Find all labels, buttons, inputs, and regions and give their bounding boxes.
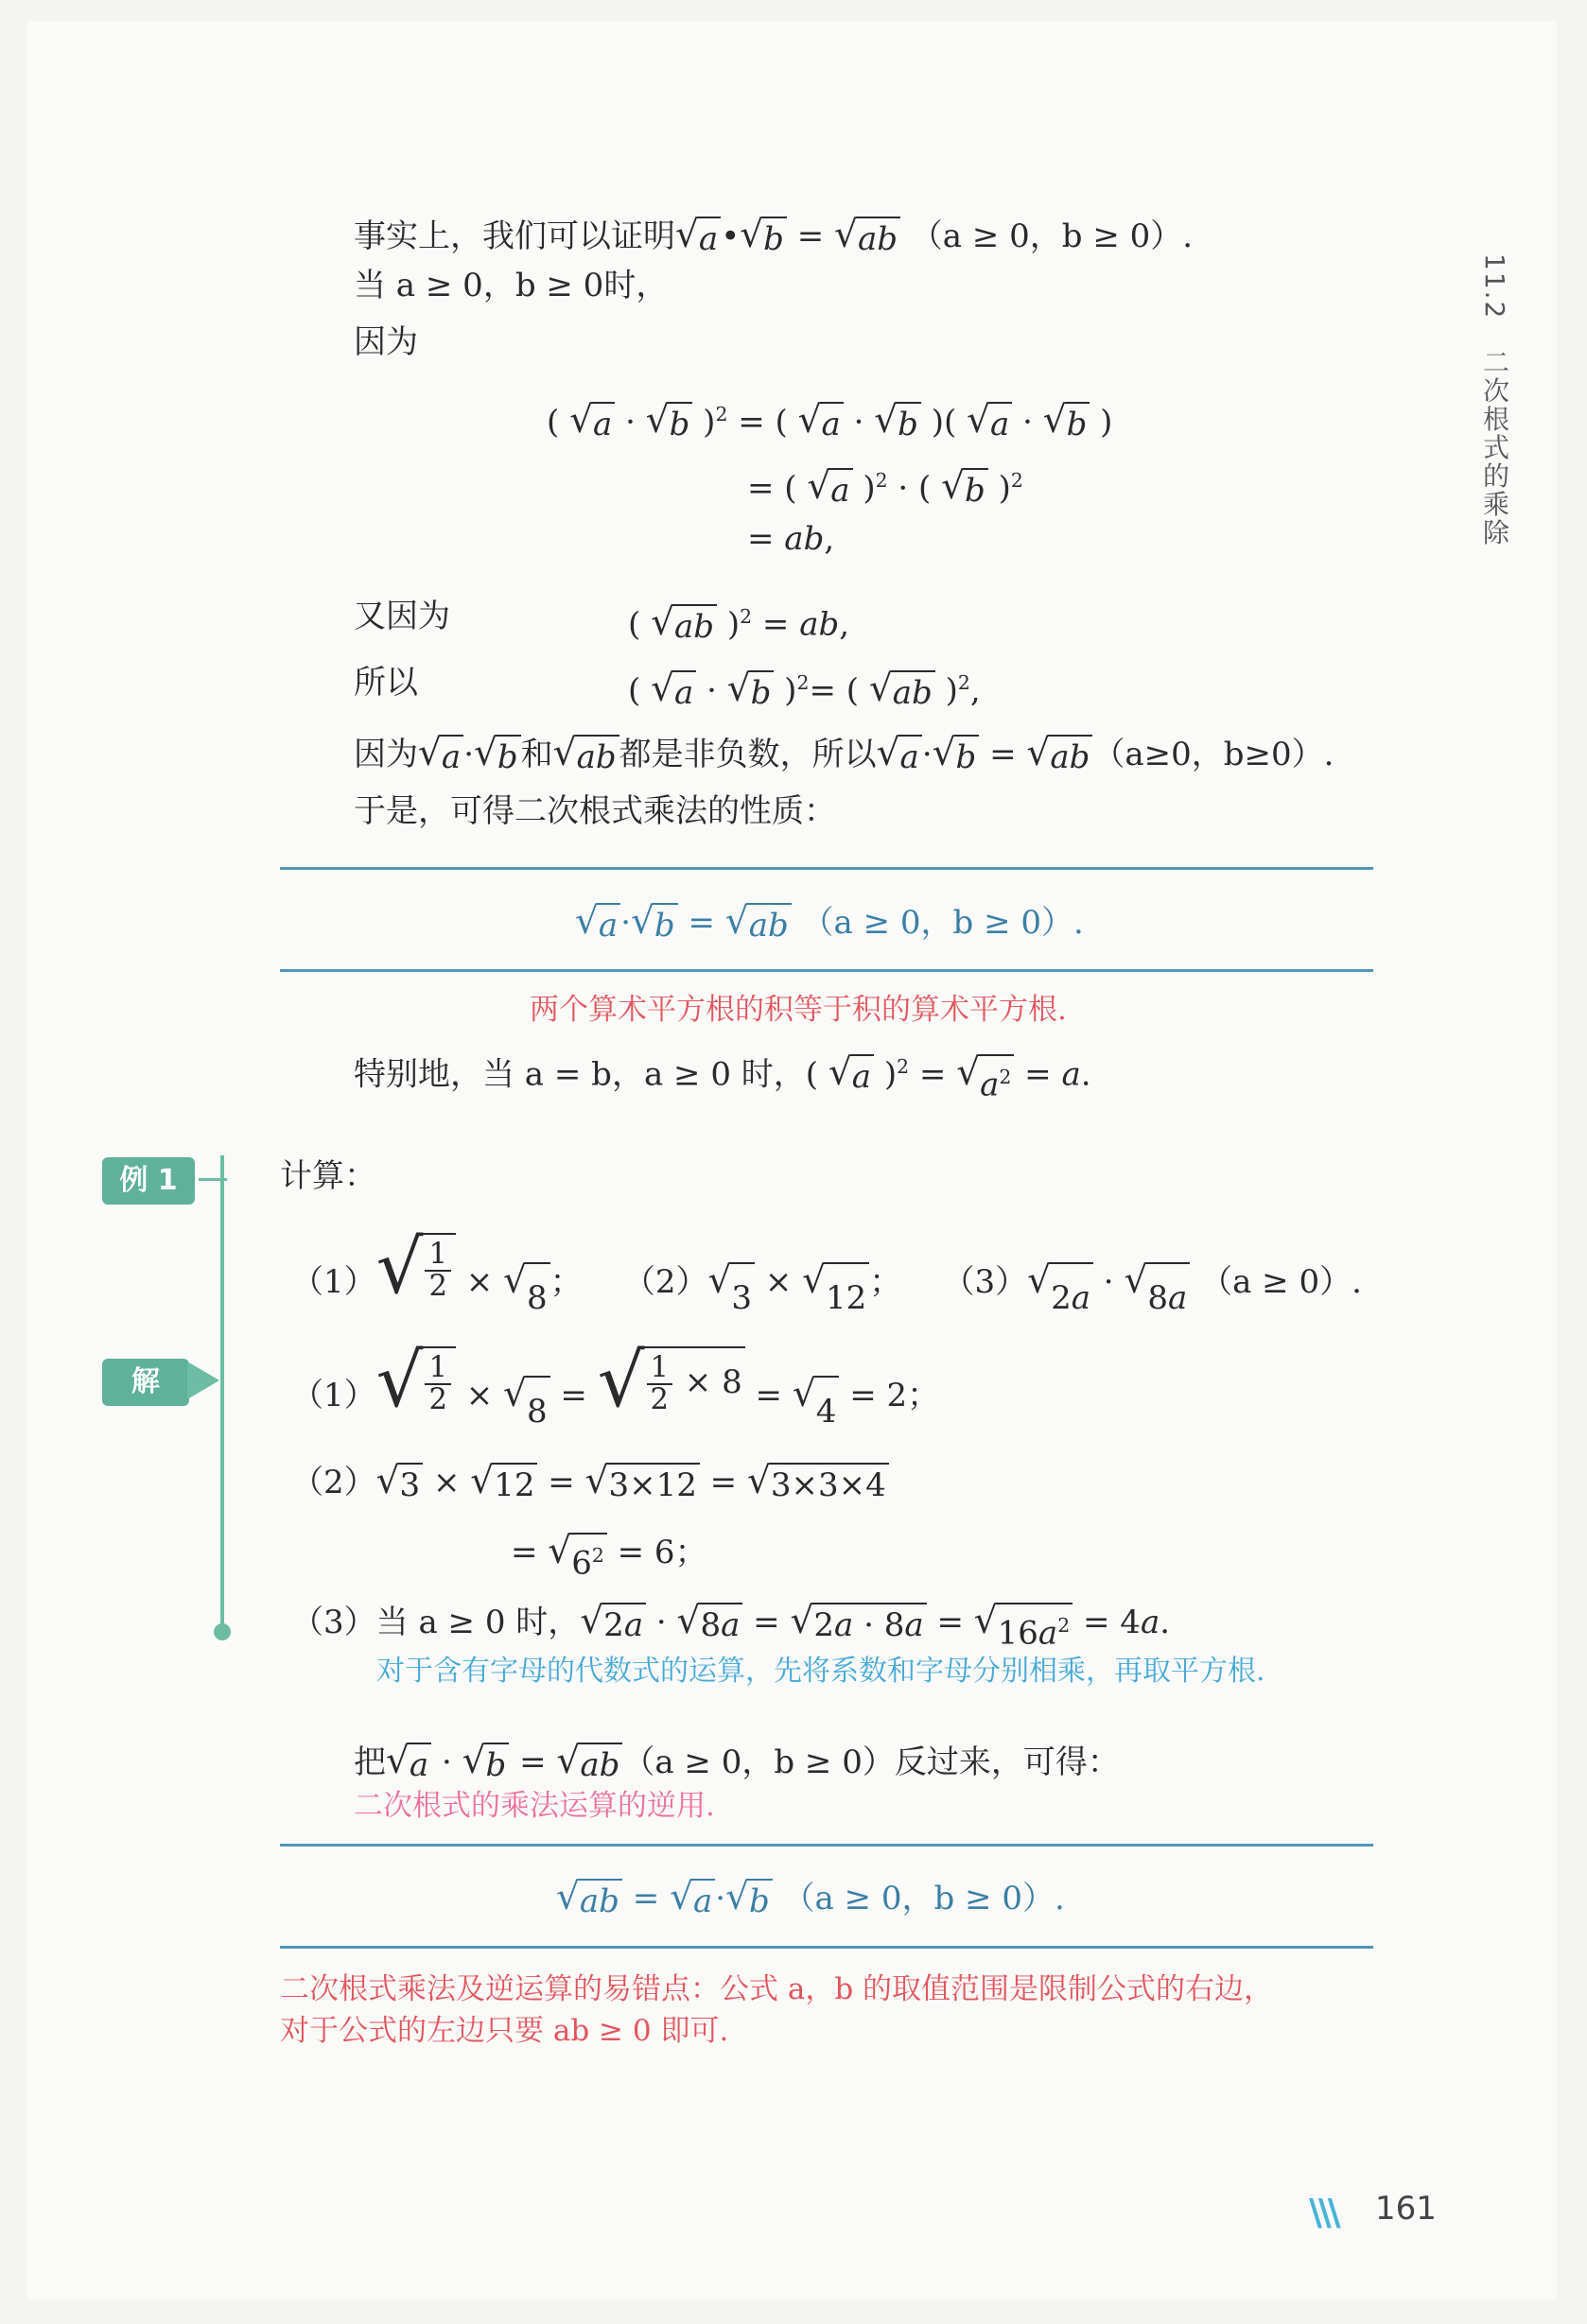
example-note: 对于含有字母的代数式的运算，先将系数和字母分别相乘，再取平方根.	[376, 1655, 1265, 1688]
solution-arrow	[187, 1361, 219, 1399]
derivation-step-3: = ab,	[747, 520, 835, 558]
warning-line-1: 二次根式乘法及逆运算的易错点：公式 a，b 的取值范围是限制公式的右边，	[280, 1972, 1274, 2006]
reverse-line: 把 √ a · √ b = √ ab （a ≥ 0，b ≥ 0）反过来，可得：	[354, 1740, 1120, 1784]
example-problems: （1） √ $\frac{1}{2}$ × √ 8 ； （2） √ 3 × √ 12 ； （3） √ 2a · √ 8a （a ≥ 0）.	[291, 1233, 1362, 1332]
rule-bottom	[280, 969, 1373, 972]
example-bar-end	[214, 1623, 231, 1640]
solution-2-line-1: （2） √ 3 × √ 12 = √ 3×12 = √ 3×3×4	[291, 1462, 889, 1506]
page-ornament-icon: \\\	[1309, 2192, 1337, 2233]
ab-squared-eq: ( √ ab )$^2$ = ab,	[628, 601, 850, 647]
example-bar	[220, 1155, 224, 1633]
equality-result: ( √ a · √ b )$^2$= ( √ ab )$^2$,	[628, 668, 981, 713]
textbook-page	[26, 21, 1557, 2299]
solution-3: （3）当 a ≥ 0 时， √ 2a · √ 8a = √ 2a · 8a = √ $16a^2$ = 4a.	[291, 1600, 1171, 1653]
page-number: 161	[1375, 2190, 1437, 2228]
intro-line-1: 事实上，我们可以证明 √ a • √ b = √ ab （a ≥ 0，b ≥ 0）.	[354, 214, 1194, 258]
derivation-step-2: = ( √ a )$^2$ · ( √ b )$^2$	[747, 465, 1023, 511]
suo-yi-label: 所以	[354, 664, 418, 702]
rule-top	[280, 867, 1373, 870]
intro-line-3: 因为	[354, 323, 418, 361]
intro-line-2: 当 a ≥ 0，b ≥ 0时，	[354, 267, 669, 304]
you-yin-wei-label: 又因为	[354, 598, 450, 635]
rule-bottom-2	[280, 1946, 1373, 1949]
solution-2-line-2: = √ $6^2$ = 6；	[511, 1530, 707, 1583]
example-tag: 例 1	[102, 1157, 195, 1205]
example-prompt: 计算：	[280, 1157, 376, 1195]
property-caption: 两个算术平方根的积等于积的算术平方根.	[530, 993, 1067, 1027]
section-header: 11.2 二次根式的乘除	[1479, 253, 1510, 547]
rule-top-2	[280, 1844, 1373, 1847]
reverse-note: 二次根式的乘法运算的逆用.	[354, 1789, 715, 1823]
solution-1: （1） √ $\frac{1}{2}$ × √ 8 = √ $\frac{1}{2}$ × 8 = √ 4 = 2；	[291, 1346, 939, 1446]
yu-shi-line: 于是，可得二次根式乘法的性质：	[354, 792, 836, 830]
special-case: 特别地，当 a = b，a ≥ 0 时，( √ a )$^2$ = √ $a^2$ = a.	[354, 1051, 1091, 1104]
derivation-step-1: ( √ a · √ b )$^2$ = ( √ a · √ b )( √ a · √ b )	[547, 399, 1113, 444]
reverse-formula: √ ab = √ a · √ b （a ≥ 0，b ≥ 0）.	[556, 1876, 1065, 1920]
conclusion-line: 因为 √ a · √ b 和 √ ab 都是非负数，所以 √ a · √ b = √ ab （a≥0，b≥0）.	[354, 732, 1334, 776]
property-formula: √ a · √ b = √ ab （a ≥ 0，b ≥ 0）.	[575, 900, 1084, 945]
solution-tag: 解	[102, 1359, 189, 1406]
warning-line-2: 对于公式的左边只要 ab ≥ 0 即可.	[280, 2014, 729, 2048]
